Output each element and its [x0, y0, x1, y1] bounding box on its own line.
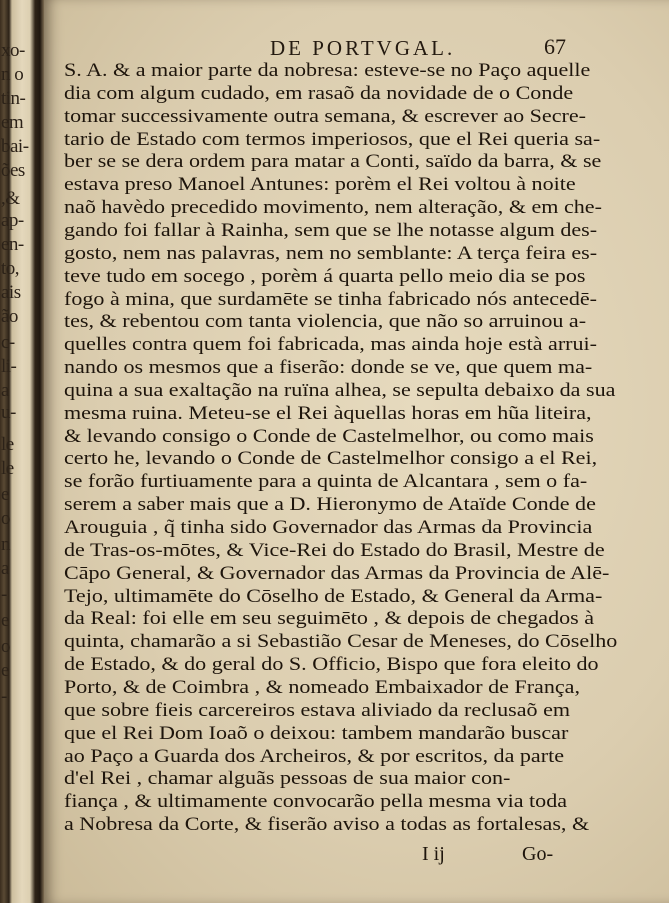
- gutter-fragment: ão: [1, 306, 18, 327]
- text-line: fiança , & ultimamente convocarão pella mesma via toda: [64, 791, 568, 813]
- text-line: ao Paço a Guarda dos Archeiros, & por escritos, da parte: [64, 745, 564, 767]
- gutter-fragment: ap-: [1, 210, 24, 231]
- text-line: d'el Rei , chamar alguãs pessoas de sua maior con-: [64, 768, 511, 790]
- gutter-fragment: n: [1, 534, 10, 555]
- text-line: ber se se dera ordem para matar a Conti, saïdo da barra, & se: [64, 151, 602, 173]
- text-line: Porto, & de Coimbra , & nomeado Embaixador de França,: [64, 676, 580, 698]
- text-line: gando foi fallar à Rainha, sem que se lhe notasse algum des-: [64, 219, 598, 241]
- text-line: que el Rei Dom Ioaõ o deixou: tambem mandarão buscar: [64, 722, 569, 744]
- gutter-fragment: o: [1, 508, 10, 529]
- text-line: & levando consigo o Conde de Castelmelhor, ou como mais: [64, 425, 594, 447]
- text-line: nando os mesmos que a fiserão: donde se ve, que quem ma-: [64, 357, 593, 379]
- text-line: de Tras-os-mōtes, & Vice-Rei do Estado do Brasil, Mestre de: [64, 539, 605, 561]
- gutter-fragment: le: [1, 458, 14, 479]
- running-title: DE PORTVGAL.: [270, 36, 456, 60]
- gutter-fragment: ões: [1, 160, 25, 181]
- gutter-fragment: to,: [1, 258, 20, 279]
- text-line: mesma ruina. Meteu-se el Rei àquellas horas em hũa liteira,: [64, 402, 592, 424]
- text-line: Tejo, ultimamēte do Cōselho de Estado, & General da Arma-: [64, 585, 603, 607]
- gutter-fragment: li-: [1, 356, 17, 377]
- text-line: gosto, nem nas palavras, nem no semblante: A terça feira es-: [64, 242, 598, 264]
- gutter-fragment: ais: [1, 282, 21, 303]
- text-line: da Real: foi elle em seu seguimēto , & depois de chegados à: [64, 608, 595, 630]
- gutter-fragment: e: [1, 660, 9, 681]
- gutter-fragment: bai-: [1, 136, 29, 157]
- text-line: tomar successivamente outra semana, & escrever ao Secre-: [64, 105, 586, 127]
- text-line: Cāpo General, & Governador das Armas da Provincia de Alē-: [64, 562, 610, 584]
- book-page: [44, 0, 669, 903]
- gutter-fragment: a: [1, 558, 9, 579]
- page-number: 67: [544, 34, 566, 59]
- gutter-fragment: n o: [1, 64, 24, 85]
- gutter-fragment: xo-: [1, 40, 25, 61]
- text-line: se forão furtiuamente para a quinta de Alcantara , sem o fa-: [64, 471, 588, 493]
- signature-mark: I ij: [422, 843, 445, 865]
- gutter-fragment: e: [1, 610, 9, 631]
- text-line: estava preso Manoel Antunes: porèm el Rei voltou à noite: [64, 174, 576, 196]
- gutter-fragment: a: [1, 380, 9, 401]
- gutter-fragment: c-: [1, 332, 15, 353]
- text-line: Arouguia , q̃ tinha sido Governador das Armas da Provincia: [64, 517, 593, 538]
- text-line: quina a sua exaltação na ruïna alhea, se sepulta debaixo da sua: [64, 379, 616, 401]
- gutter-fragment: ,&: [1, 188, 20, 209]
- facing-page-fragments: [0, 40, 32, 860]
- gutter-fragment: le: [1, 434, 14, 455]
- gutter-fragment: tin-: [1, 88, 26, 109]
- catchword: Go-: [522, 843, 554, 865]
- text-line: dia com algum cudado, em rasaõ da novidade de o Conde: [64, 82, 574, 104]
- text-line: certo he, levando o Conde de Castelmelhor consigo a el Rei,: [64, 448, 598, 470]
- gutter-fragment: o: [1, 636, 10, 657]
- text-line: serem a saber mais que a D. Hieronymo de Ataïde Conde de: [64, 494, 596, 516]
- gutter-fragment: e: [1, 484, 9, 505]
- text-line: a Nobresa da Corte, & fiserão aviso a todas as fortalesas, &: [64, 814, 590, 836]
- text-line: S. A. & a maior parte da nobresa: esteve-se no Paço aquelle: [64, 60, 591, 81]
- text-line: tario de Estado com termos imperiosos, que el Rei queria sa-: [64, 128, 601, 150]
- text-line: de Estado, & do geral do S. Officio, Bispo que fora eleito do: [64, 654, 599, 676]
- text-line: que sobre fieis carcereiros estava aliviado da reclusaõ em: [64, 699, 571, 721]
- gutter-fragment: -: [1, 584, 7, 605]
- gutter-fragment: -: [1, 686, 7, 707]
- text-line: teve tudo em socego , porèm á quarta pello meio dia se pos: [64, 265, 586, 287]
- text-line: naõ havèdo precedido movimento, nem alteração, & em che-: [64, 197, 602, 219]
- text-line: quinta, chamarão a si Sebastião Cesar de Meneses, do Cōselho: [64, 631, 618, 653]
- text-line: quelles contra quem foi fabricada, mas ainda hoje està arrui-: [64, 334, 598, 356]
- text-line: tes, & rebentou com tanta violencia, que não so arruinou a-: [64, 311, 587, 333]
- gutter-fragment: em: [1, 112, 24, 133]
- gutter-fragment: u-: [1, 402, 16, 423]
- gutter-fragment: en-: [1, 234, 24, 255]
- text-line: fogo à mina, que surdamēte se tinha fabricado nós antecedē-: [64, 288, 598, 310]
